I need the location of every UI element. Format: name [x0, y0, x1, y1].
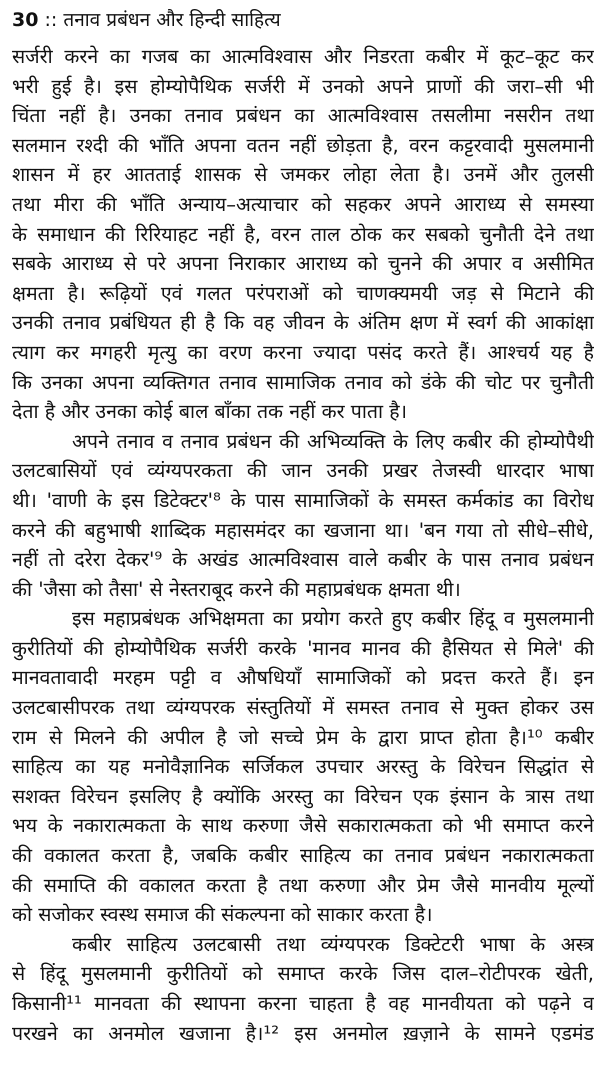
- text-line: देता है और उनका कोई बाल बाँका तक नहीं कर पाता है।: [12, 400, 408, 424]
- text-line: करने की बहुभाषी शाब्दिक महासमंदर का खजाना था। 'बन गया तो सीधे–सीधे,: [12, 518, 594, 542]
- text-line: कबीर साहित्य उलटबासी तथा व्यंग्यपरक डिक्टेटरी भाषा के अस्त्र: [72, 932, 594, 956]
- text-line: मानवतावादी मरहम पट्टी व औषधियाँ सामाजिकों को प्रदत्त करते हैं। इन: [12, 666, 594, 690]
- text-line: उनकी तनाव प्रबंधियत ही है कि वह जीवन के अंतिम क्षण में स्वर्ग की आकांक्षा: [12, 311, 594, 335]
- text-line: को सजोकर स्वस्थ समाज की संकल्पना को साकार करता है।: [12, 903, 433, 927]
- text-line: सलमान रश्दी की भाँति अपना वतन नहीं छोड़ता है, वरन कट्टरवादी मुसलमानी: [12, 133, 594, 157]
- header-separator: ::: [44, 9, 58, 31]
- text-line: साहित्य का यह मनोवैज्ञानिक सर्जिकल उपचार अरस्तु के विरेचन सिद्धांत से: [12, 755, 594, 779]
- text-line: क्षमता है। रूढ़ियों एवं गलत परंपराओं को चाणक्यमयी जड़ से मिटाने की: [12, 281, 594, 305]
- text-line: उलटबासियों एवं व्यंग्यपरकता की जान उनकी प्रखर तेजस्वी धारदार भाषा: [12, 459, 594, 483]
- text-line: उलटबासीपरक तथा व्यंग्यपरक संस्तुतियों में समस्त तनाव से मुक्त होकर उस: [12, 696, 594, 720]
- text-line: त्याग कर मगहरी मृत्यु का वरण करना ज्यादा पसंद करते हैं। आश्चर्य यह है: [12, 340, 594, 364]
- text-line: भरी हुई है। इस होम्योपैथिक सर्जरी में उनको अपने प्राणों की जरा–सी भी: [12, 74, 594, 98]
- text-line: इस महाप्रबंधक अभिक्षमता का प्रयोग करते हुए कबीर हिंदू व मुसलमानी: [72, 607, 594, 631]
- paragraph: [12, 427, 594, 605]
- text-line: सशक्त विरेचन इसलिए है क्योंकि अरस्तु का विरेचन एक इंसान के त्रास तथा: [12, 784, 594, 808]
- text-line: के समाधान की रिरियाहट नहीं है, वरन ताल ठोक कर सबको चुनौती देने तथा: [12, 222, 594, 246]
- text-line: नहीं तो दरेरा देकर'⁹ के अखंड आत्मविश्वास वाले कबीर के पास तनाव प्रबंधन: [12, 548, 594, 572]
- text-line: सर्जरी करने का गजब का आत्मविश्वास और निडरता कबीर में कूट–कूट कर: [12, 45, 594, 68]
- running-header: [12, 6, 594, 36]
- text-line: कि उनका अपना व्यक्तिगत तनाव सामाजिक तनाव को डंके की चोट पर चुनौती: [12, 370, 594, 394]
- text-line: से हिंदू मुसलमानी कुरीतियों को समाप्त करके जिस दाल–रोटीपरक खेती,: [12, 962, 594, 986]
- text-line: किसानी¹¹ मानवता की स्थापना करना चाहता है वह मानवीयता को पढ़ने व: [12, 992, 594, 1015]
- body-text: [12, 42, 594, 1048]
- text-line: की वकालत करता है, जबकि कबीर साहित्य का तनाव प्रबंधन नकारात्मकता: [12, 844, 594, 868]
- text-line: राम से मिलने की अपील है जो सच्चे प्रेम के द्वारा प्राप्त होता है।¹⁰ कबीर: [12, 725, 594, 749]
- text-line: थी। 'वाणी के इस डिटेक्टर'⁸ के पास सामाजिकों के समस्त कर्मकांड का विरोध: [12, 488, 594, 512]
- text-line: अपने तनाव व तनाव प्रबंधन की अभिव्यक्ति के लिए कबीर की होम्योपैथी: [72, 429, 594, 453]
- page-number: 30: [12, 9, 39, 31]
- text-line: तथा मीरा की भाँति अन्याय–अत्याचार को सहकर अपने आराध्य से समस्या: [12, 192, 594, 216]
- text-line: सबके आराध्य से परे अपना निराकार आराध्य को चुनने की अपार व असीमित: [12, 252, 594, 276]
- text-line: की समाप्ति की वकालत करता है तथा करुणा और प्रेम जैसे मानवीय मूल्यों: [12, 873, 594, 897]
- text-line: भय के नकारात्मकता के साथ करुणा जैसे सकारात्मकता को भी समाप्त करने: [12, 814, 594, 838]
- paragraph: [12, 930, 594, 1048]
- text-line: परखने का अनमोल खजाना है।¹² इस अनमोल ख़ज़ाने के सामने एडमंड: [12, 1021, 594, 1045]
- running-title: तनाव प्रबंधन और हिन्दी साहित्य: [63, 9, 281, 31]
- paragraph: [12, 42, 594, 427]
- text-line: कुरीतियों की होम्योपैथिक सर्जरी करके 'मानव मानव की हैसियत से मिले' की: [12, 636, 594, 660]
- text-line: की 'जैसा को तैसा' से नेस्तराबूद करने की महाप्रबंधक क्षमता थी।: [12, 577, 461, 601]
- paragraph: [12, 604, 594, 930]
- text-line: शासन में हर आतताई शासक से जमकर लोहा लेता है। उनमें और तुलसी: [12, 163, 594, 187]
- text-line: चिंता नहीं है। उनका तनाव प्रबंधन का आत्मविश्वास तसलीमा नसरीन तथा: [12, 104, 594, 128]
